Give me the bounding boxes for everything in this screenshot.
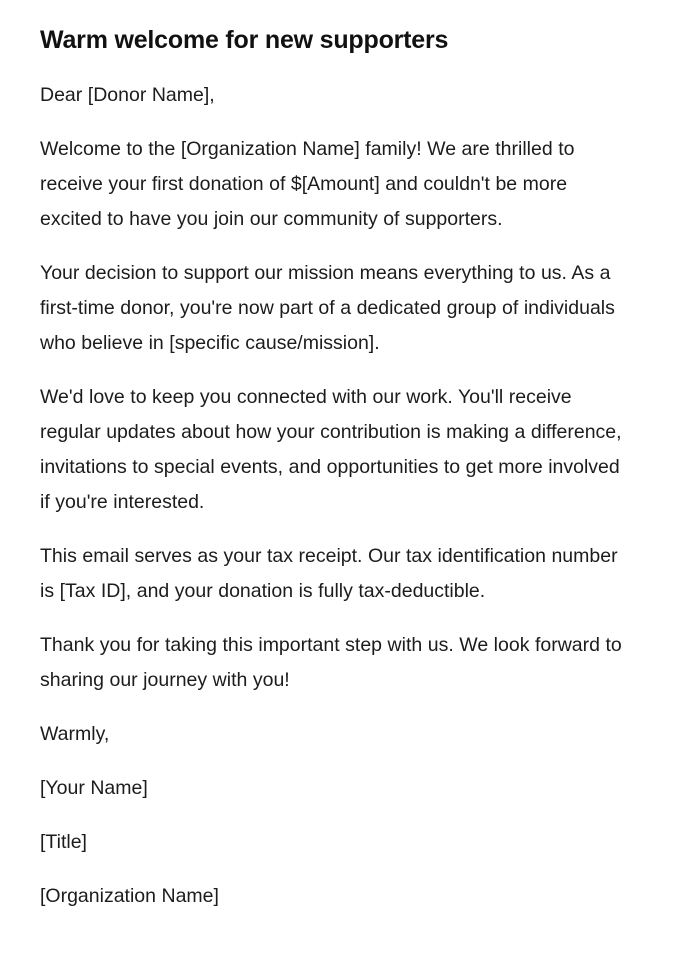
signature-title-text: [Title] [40,831,87,853]
signature-organization-text: [Organization Name] [40,885,219,907]
email-body [40,78,660,914]
stay-connected-paragraph: We'd love to keep you connected with our work. You'll receive regular updates about how your contribution is making a difference, invitations to special events, and opportunities to get more involved if you're interested. [40,386,622,513]
page-title: Warm welcome for new supporters [40,26,449,54]
welcome-paragraph: Welcome to the [Organization Name] family! We are thrilled to receive your first donation of $[Amount] and couldn't be more excited to have you join our community of supporters. [40,138,575,230]
mission-appreciation-paragraph: Your decision to support our mission means everything to us. As a first-time donor, you're now part of a dedicated group of individuals who believe in [specific cause/mission]. [40,262,615,354]
signoff-text: Warmly, [40,723,110,745]
salutation-text: Dear [Donor Name], [40,84,215,106]
signature-name-text: [Your Name] [40,777,148,799]
tax-receipt-paragraph: This email serves as your tax receipt. Our tax identification number is [Tax ID], and your donation is fully tax-deductible. [40,545,618,602]
closing-thanks-paragraph: Thank you for taking this important step with us. We look forward to sharing our journey with you! [40,634,622,691]
